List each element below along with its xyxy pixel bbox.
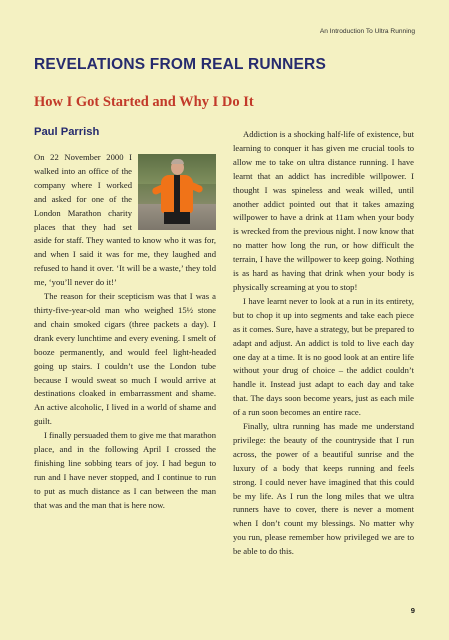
paragraph: On 22 November 2000 I walked into an office of the company where I worked and asked for one of the London Marathon charity places that they had set aside for staff. They wanted to know who it was for, and when I said it was for me, they laughed and refused to hand it over. ‘It will be a waste,’ they told me, ‘you’ll never do it!’ [34,152,216,288]
runner-photo [138,154,216,230]
page-number: 9 [410,606,415,615]
running-head: An Introduction To Ultra Running [319,28,415,35]
left-column [34,151,216,513]
paragraph: I finally persuaded them to give me that marathon place, and in the following April I crossed the finishing line sobbing tears of joy. I had begun to run and I have never stopped, and I continue to run to put as much distance as I can between the man that was and the man that is here now. [34,430,216,510]
paragraph: Addiction is a shocking half-life of existence, but learning to conquer it has given me crucial tools to allow me to take on ultra distance running. I have learnt that an addict has incredible willpower. I thought I was spineless and weak willed, until another addict pointed out that it takes amazing willpower to have a drink at 11am when your body is wrecked from the previous night. I now know that no matter how long the run, or how difficult the terrain, I have the willpower to keep going. Nothing is as hard as having that drink when your body is physically screaming at you to stop! [233,129,414,292]
paragraph: I have learnt never to look at a run in its entirety, but to chop it up into segments and take each piece as it comes. Sure, have a strategy, but be prepared to adapt and adjust. An addict is told to live each day one day at a time. It is no good look at an entire life without your drug of choice – the addict couldn’t handle it. Instead just adapt to each day and take that. The days soon become years, just as each mile of a run soon becomes an entire race. [233,295,414,418]
section-title: REVELATIONS FROM REAL RUNNERS [34,56,326,73]
chapter-title: How I Got Started and Why I Do It [34,94,254,110]
right-column [233,128,414,559]
paragraph: The reason for their scepticism was that I was a thirty-five-year-old man who weighed 15½ stone and chain smoked cigars (three packets a day). I drank every lunchtime and every evening. I smelt of booze permanently, and would feel light-headed going up stairs. I couldn’t use the London tube because I would sweat so much I would arrive at destinations cloaked in embarrassment and shame. An active alcoholic, I lived in a world of shame and guilt. [34,291,216,427]
author-name: Paul Parrish [34,126,100,138]
paragraph: Finally, ultra running has made me understand privilege: the beauty of the countryside that I run across, the power of a beautiful sunrise and the luxury of a body that keeps running and feels strong. I could never have imagined that this could be my life. As I run the long miles that we ultra runners have to cover, there is never a moment when I don’t count my blessings. No matter why you run, please remember how privileged we are to be able to do this. [233,421,414,557]
